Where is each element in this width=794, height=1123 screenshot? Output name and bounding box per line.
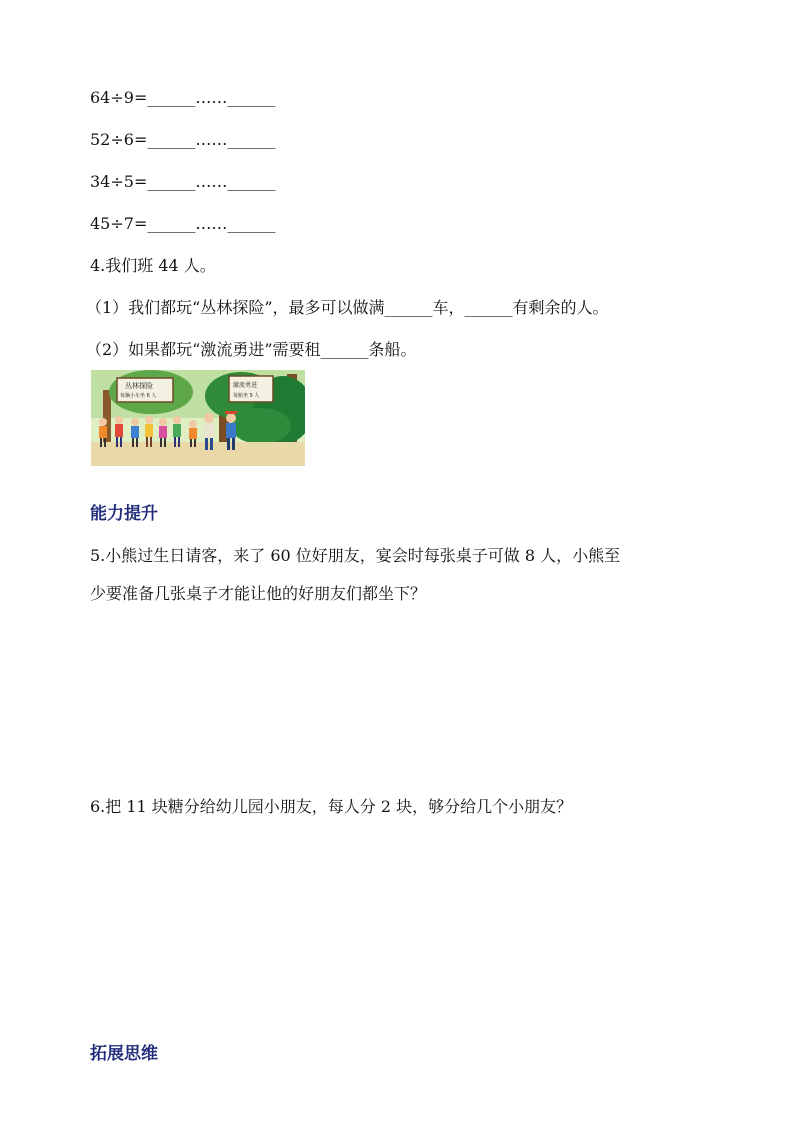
sign-right-title: 激流勇进 bbox=[233, 382, 258, 389]
section-heading-extension: 拓展思维 bbox=[90, 1044, 158, 1064]
equation-4: 45÷7=______……______ bbox=[90, 214, 276, 233]
question-4-stem: 4.我们班 44 人。 bbox=[90, 256, 216, 275]
sign-left-title: 丛林探险 bbox=[125, 382, 153, 390]
forest-adventure-illustration bbox=[91, 370, 305, 466]
sign-left-note: 每辆小车坐 6 人 bbox=[120, 393, 157, 399]
question-5-line-2: 少要准备几张桌子才能让他的好朋友们都坐下？ bbox=[90, 584, 427, 603]
question-4-part-1: （1）我们都玩“丛林探险”，最多可以做满______车，______有剩余的人。 bbox=[86, 298, 609, 317]
sign-right-note: 每船坐 5 人 bbox=[233, 393, 260, 399]
equation-2: 52÷6=______……______ bbox=[90, 130, 276, 149]
forest-scene-drawing bbox=[91, 370, 305, 466]
question-4-part-2: （2）如果都玩“激流勇进”需要租______条船。 bbox=[86, 340, 417, 359]
question-5-line-1: 5.小熊过生日请客，来了 60 位好朋友，宴会时每张桌子可做 8 人，小熊至 bbox=[90, 546, 621, 565]
question-6: 6.把 11 块糖分给幼儿园小朋友，每人分 2 块，够分给几个小朋友？ bbox=[90, 797, 573, 816]
equation-3: 34÷5=______……______ bbox=[90, 172, 276, 191]
equation-1: 64÷9=______……______ bbox=[90, 88, 276, 107]
section-heading-ability: 能力提升 bbox=[90, 504, 158, 524]
